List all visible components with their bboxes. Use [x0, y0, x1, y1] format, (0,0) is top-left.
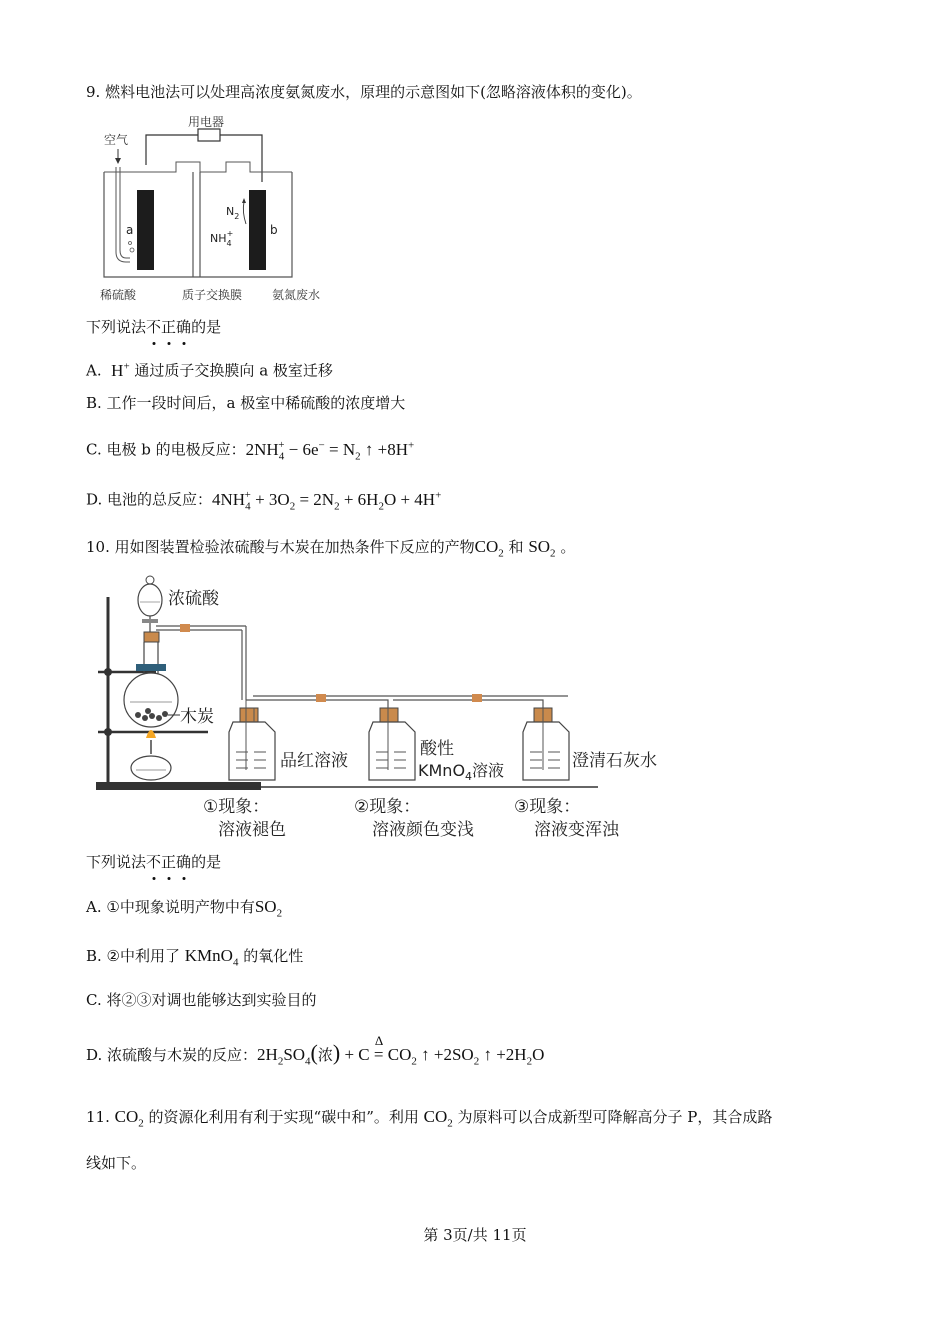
- left-label: 稀硫酸: [100, 288, 137, 302]
- q9-fuel-cell-diagram: [96, 112, 336, 307]
- svg-text:③现象：: ③现象：: [514, 797, 581, 817]
- svg-text:品红溶液: 品红溶液: [280, 751, 348, 771]
- svg-text:澄清石灰水: 澄清石灰水: [572, 751, 657, 771]
- svg-text:酸性: 酸性: [420, 739, 454, 759]
- q10-option-a: A. ①中现象说明产物中有$SO_2$: [86, 897, 283, 920]
- q10-prompt: 下列说法不正确的是: [86, 853, 222, 871]
- q10-stem: 10. 用如图装置检验浓硫酸与木炭在加热条件下反应的产物$CO_2$ 和 $SO_2$ 。: [86, 537, 576, 560]
- svg-text:①现象：: ①现象：: [203, 797, 270, 817]
- label-b: b: [270, 223, 278, 237]
- svg-text:溶液褪色: 溶液褪色: [218, 820, 286, 840]
- bottle-1: [229, 700, 348, 780]
- electrode-a: [137, 190, 154, 270]
- middle-label: 质子交换膜: [182, 288, 243, 302]
- q10-option-d: D. 浓硫酸与木炭的反应：$2H_2SO_4$(浓) + C = Δ $CO_2$ ↑ $+2SO_2$ ↑ $+2H_2O$: [86, 1033, 545, 1068]
- q9-option-a: A. H+ 通过质子交换膜向 a 极室迁移: [86, 360, 333, 380]
- q9-stem: 9. 燃料电池法可以处理高浓度氨氮废水，原理的示意图如下(忽略溶液体积的变化)。: [86, 83, 642, 101]
- q10-option-c: C. 将②③对调也能够达到实验目的: [86, 991, 317, 1009]
- svg-text:溶液颜色变浅: 溶液颜色变浅: [372, 820, 474, 840]
- q10-apparatus-diagram: [88, 572, 688, 847]
- bottle-3: [523, 700, 657, 780]
- q9-option-c: C. 电极 b 的电极反应：$2NH_4^+ - 6e^- = N_2$ ↑ +8H+: [86, 439, 415, 463]
- acid-label: 浓硫酸: [168, 589, 219, 609]
- air-label: 空气: [104, 133, 129, 147]
- svg-text:NH4+: $NH_4+$: [210, 229, 234, 248]
- bottle-2: [369, 700, 504, 783]
- electrode-b: [249, 190, 266, 270]
- q9-option-b: B. 工作一段时间后，a 极室中稀硫酸的浓度增大: [86, 394, 406, 412]
- right-label: 氨氮废水: [272, 288, 321, 302]
- q9-option-d: D. 电池的总反应：$4NH_4^+ + 3O_2 = 2N_2 + 6H_2O + 4H^+$: [86, 489, 442, 513]
- q11-line2: 线如下。: [86, 1154, 147, 1172]
- q11-line1: 11. $CO_2$ 的资源化利用有利于实现“碳中和”。利用 $CO_2$ 为原料可以合成新型可降解高分子 P，其合成路: [86, 1107, 773, 1130]
- q9-prompt: 下列说法不正确的是: [86, 318, 222, 336]
- page-footer: 第 3页/共 11页: [423, 1226, 527, 1244]
- label-a: a: [126, 223, 134, 237]
- q10-option-b: B. ②中利用了 KMnO$_4$ 的氧化性: [86, 946, 304, 969]
- svg-text:KMnO4溶液: KMnO$_4$溶液: [418, 761, 505, 783]
- load-label: 用电器: [188, 115, 225, 129]
- svg-text:溶液变浑浊: 溶液变浑浊: [534, 820, 619, 840]
- svg-text:N2: $N_2$: [226, 205, 240, 221]
- svg-text:②现象：: ②现象：: [354, 797, 421, 817]
- charcoal-label: 木炭: [180, 707, 214, 727]
